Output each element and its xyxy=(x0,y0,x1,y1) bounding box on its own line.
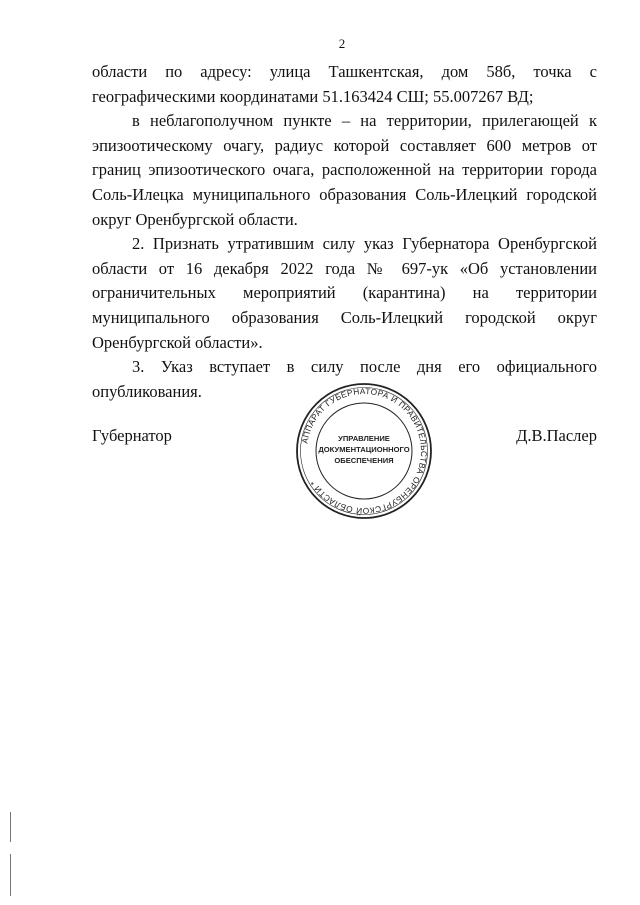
paragraph-entry-into-force: 3. Указ вступает в силу после дня его официального опубликования. xyxy=(92,357,597,401)
seal-center-line-2: ДОКУМЕНТАЦИОННОГО xyxy=(318,445,410,454)
page-number: 2 xyxy=(338,36,346,51)
document-body xyxy=(92,60,597,404)
paragraph-unfavorable-point: в неблагополучном пункте – на территории, прилегающей к эпизоотическому очагу, радиус которой составляет 600 метров от границ эпизоотического очага, расположенной на территории города Соль-Илецка муниципального образования Соль-Илецкий городской округ Оренбургской области. xyxy=(92,111,597,229)
paragraph-repeal-decree: 2. Признать утратившим силу указ Губернатора Оренбургской области от 16 декабря 2022 года № 697-ук «Об установлении ограничительных мероприятий (карантина) на территории муниципального образования Соль-Илецкий городской округ Оренбургской области». xyxy=(92,234,597,352)
official-seal xyxy=(294,381,434,521)
seal-center-line-3: ОБЕСПЕЧЕНИЯ xyxy=(334,456,394,465)
signatory-name: Д.В.Паслер xyxy=(516,426,597,445)
seal-center-line-1: УПРАВЛЕНИЕ xyxy=(338,434,390,443)
scan-margin-mark-upper xyxy=(10,812,11,842)
scan-margin-mark-lower xyxy=(10,854,11,896)
signatory-title: Губернатор xyxy=(92,426,172,445)
paragraph-address: области по адресу: улица Ташкентская, дом 58б, точка с географическими координатами 51.163424 СШ; 55.007267 ВД; xyxy=(92,62,597,106)
seal-ring-text: АППАРАТ ГУБЕРНАТОРА И ПРАВИТЕЛЬСТВА ОРЕНБУРГСКОЙ ОБЛАСТИ * xyxy=(299,385,430,517)
